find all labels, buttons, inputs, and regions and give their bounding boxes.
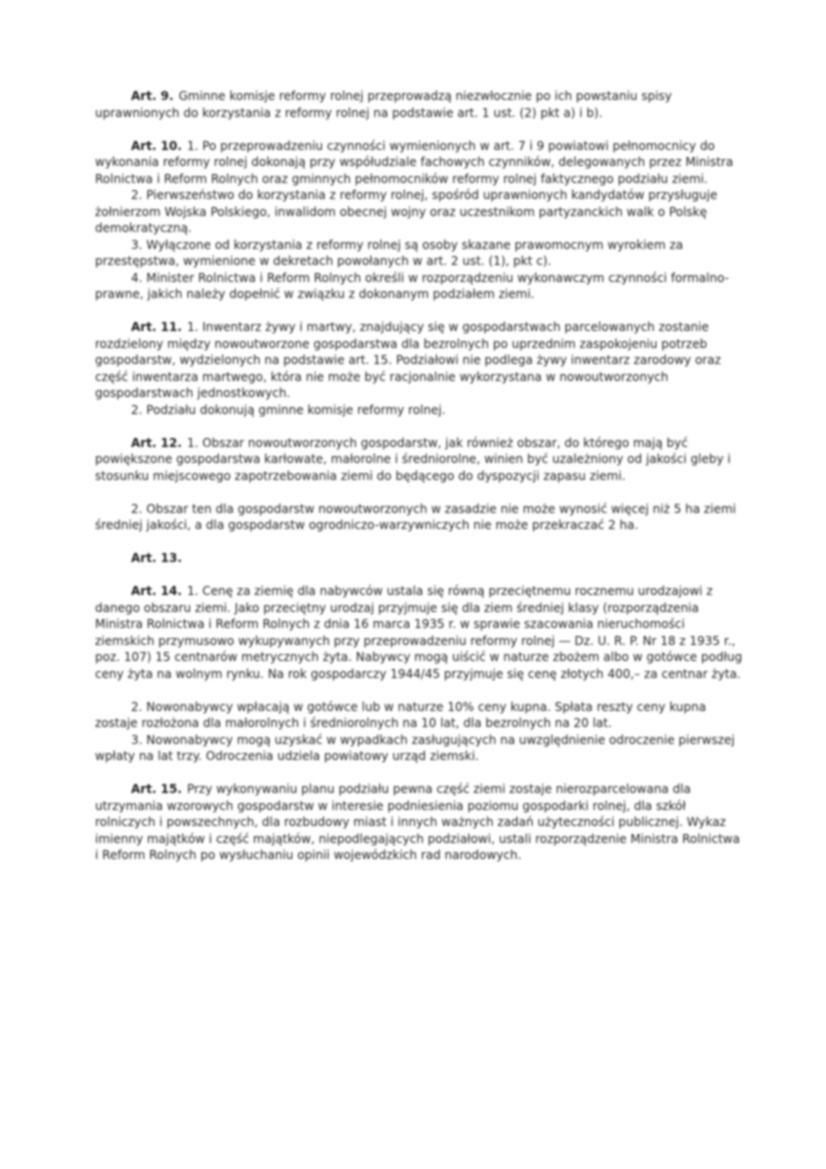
article-12-ust-2 [95,501,743,534]
article-14-ust-3-text: 3. Nowonabywcy mogą uzyskać w wypadkach zasługujących na uwzględnienie odroczenie pierwszej wpłaty na lat trzy. Odroczenia udziela powiatowy urząd ziemski. [95,732,735,763]
article-12-ust-2-text: 2. Obszar ten dla gospodarstw nowoutworzonych w zasadzie nie może wynosić więcej niż 5 ha ziemi średniej jakości, a dla gospodarstw ogrodniczo-warzywniczych nie może przekraczać 2 ha. [95,501,736,532]
article-10-ust-1 [95,138,743,188]
article-10-ust-4-text: 4. Minister Rolnictwa i Reform Rolnych określi w rozporządzeniu wykonawczym czynności formalno-prawne, jakich należy dopełnić w związku z dokonanym podziałem ziemi. [95,270,729,301]
article-11-ust-1-text: 1. Inwentarz żywy i martwy, znajdujący się w gospodarstwach parcelowanych zostanie rozdzielony między nowoutworzone gospodarstwa dla bezrolnych po uprzednim zaspokojeniu potrzeb gospodarstw, wydzielonych na podstawie art. 15. Podziałowi nie podlega żywy inwentarz zarodowy oraz część inwentarza martwego, która nie może być racjonalnie wykorzystana w nowoutworzonych gospodarstwach jednostkowych. [95,320,721,400]
article-9 [95,88,743,121]
article-15-number: Art. 15. [131,782,182,796]
article-14-ust-2 [95,699,743,732]
article-13-number: Art. 13. [131,551,182,565]
article-10-number: Art. 10. [131,138,182,153]
article-14-number: Art. 14. [131,584,182,598]
article-10-ust-3 [95,237,743,270]
article-9-number: Art. 9. [131,89,174,103]
article-14-ust-1 [95,583,743,682]
article-13 [95,550,743,567]
article-15-text: Przy wykonywaniu planu podziału pewna część ziemi zostaje nierozparcelowana dla utrzymania wzorowych gospodarstw w interesie podniesienia poziomu gospodarki rolnej, dla szkół rolniczych i powszechnych, dla rozbudowy miast i innych ważnych zadań użyteczności publicznej. Wykaz imienny majątków i część majątków, niepodlegających podziałowi, ustali rozporządzenie Ministra Rolnictwa i Reform Rolnych po wysłuchaniu opinii wojewódzkich rad narodowych. [95,782,740,862]
article-12-number: Art. 12. [131,435,182,450]
article-12-ust-1-text: 1. Obszar nowoutworzonych gospodarstw, jak również obszar, do którego mają być powiększone gospodarstwa karłowate, małorolne i średniorolne, winien być uzależniony od jakości gleby i stosunku miejscowego zapotrzebowania ziemi do będącego do dyspozycji zapasu ziemi. [95,435,731,483]
article-14-ust-2-text: 2. Nowonabywcy wpłacają w gotówce lub w naturze 10% ceny kupna. Spłata reszty ceny kupna zostaje rozłożona dla małorolnych i średniorolnych na 10 lat, dla bezrolnych na 20 lat. [95,699,707,730]
article-10-ust-2-text: 2. Pierwszeństwo do korzystania z reformy rolnej, spośród uprawnionych kandydatów przysługuje żołnierzom Wojska Polskiego, inwalidom obecnej wojny oraz uczestnikom partyzanckich walk o Polskę demokratyczną. [95,188,718,235]
article-14-ust-1-text: 1. Cenę za ziemię dla nabywców ustala się równą przeciętnemu rocznemu urodzajowi z danego obszaru ziemi. Jako przeciętny urodzaj przyjmuje się dla ziem średniej klasy (rozporządzenia Ministra Rolnictwa i Reform Rolnych z dnia 16 marca 1935 r. w sprawie szacowania nieruchomości ziemskich przymusowo wykupywanych przy przeprowadzeniu reformy rolnej — Dz. U. R. P. Nr 18 z 1935 r., poz. 107) 15 centnarów metrycznych żyta. Nabywcy mogą uiścić w naturze zbożem albo w gotówce podług ceny żyta na wolnym rynku. Na rok gospodarczy 1944/45 przyjmuje się cenę złotych 400,– za centnar żyta. [95,584,743,681]
article-10-ust-2 [95,187,743,237]
article-10-ust-1-text: 1. Po przeprowadzeniu czynności wymienionych w art. 7 i 9 powiatowi pełnomocnicy do wykonania reformy rolnej dokonają przy współudziale fachowych czynników, delegowanych przez Ministra Rolnictwa i Reform Rolnych oraz gminnych pełnomocników reformy rolnej faktycznego podziału ziemi. [95,138,734,186]
article-11-ust-1 [95,319,743,402]
article-11-ust-2-text: 2. Podziału dokonują gminne komisje reformy rolnej. [131,402,446,417]
article-10-ust-3-text: 3. Wyłączone od korzystania z reformy rolnej są osoby skazane prawomocnym wyrokiem za przestępstwa, wymienione w dekretach powołanych w art. 2 ust. (1), pkt c). [95,237,684,268]
article-10-ust-4 [95,270,743,303]
article-11-ust-2 [95,402,743,419]
article-15 [95,781,743,864]
article-12-ust-1 [95,435,743,485]
article-9-text: Gminne komisje reformy rolnej przeprowadzą niezwłocznie po ich powstaniu spisy uprawnionych do korzystania z reformy rolnej na podstawie art. 1 ust. (2) pkt a) i b). [95,89,672,120]
article-11-number: Art. 11. [131,320,182,334]
document-text-block [95,88,743,864]
article-14-ust-3 [95,732,743,765]
